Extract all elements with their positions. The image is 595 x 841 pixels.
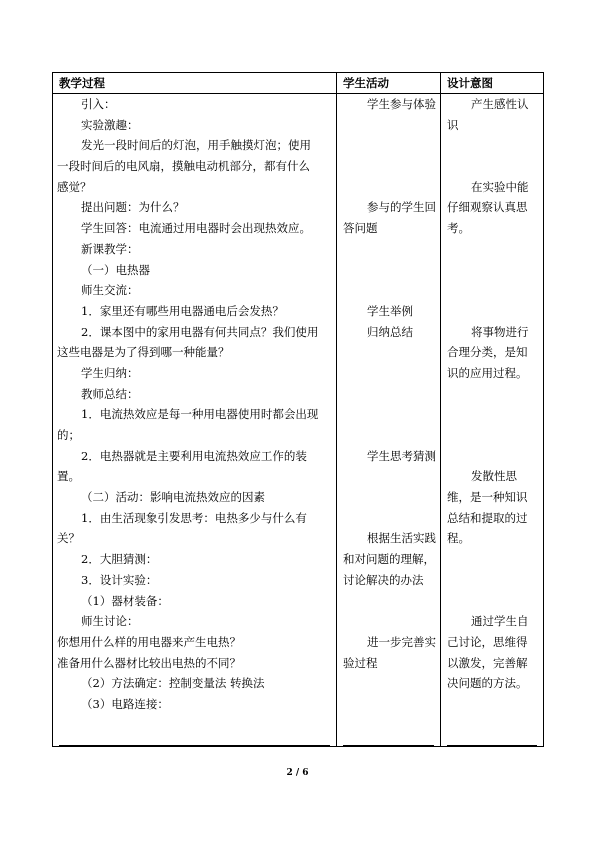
design-intent-line: 仔细观察认真思	[447, 200, 528, 215]
teaching-line: 3．设计实验：	[81, 572, 158, 587]
spacer-line	[441, 384, 543, 405]
spacer-line	[337, 239, 440, 260]
teaching-line: （一）电热器	[81, 262, 150, 277]
teaching-line: （2）方法确定：控制变量法 转换法	[81, 676, 265, 691]
teaching-line: 师生讨论：	[81, 614, 139, 629]
header-teaching-process: 教学过程	[53, 73, 337, 94]
teaching-line: 准备用什么器材比较出电热的不同？	[57, 655, 241, 670]
teaching-line: 学生归纳：	[81, 365, 139, 380]
student-activity-line: 和对问题的理解，	[343, 552, 435, 567]
student-activity-line: 参与的学生回	[367, 200, 436, 215]
spacer-line	[337, 611, 440, 632]
teaching-line: 置。	[57, 469, 80, 484]
spacer-line	[337, 135, 440, 156]
design-intent-line: 维，是一种知识	[447, 490, 528, 505]
spacer-line	[441, 260, 543, 281]
header-design-intent: 设计意图	[441, 73, 544, 94]
spacer-line	[441, 135, 543, 156]
student-activity-column	[337, 94, 440, 746]
teaching-line: 师生交流：	[81, 283, 139, 298]
design-intent-line: 识的应用过程。	[447, 365, 528, 380]
spacer-line	[337, 508, 440, 529]
spacer-line	[441, 591, 543, 612]
spacer-line	[337, 404, 440, 425]
spacer-line	[441, 156, 543, 177]
inner-divider	[59, 745, 330, 746]
design-intent-cell	[441, 94, 544, 747]
teaching-line: 1．由生活现象引发思考：电热多少与什么有	[81, 510, 307, 525]
inner-divider	[447, 745, 537, 746]
student-activity-cell	[337, 94, 441, 747]
design-intent-line: 总结和提取的过	[447, 510, 528, 525]
spacer-line	[337, 260, 440, 281]
design-intent-line: 识	[447, 117, 459, 132]
student-activity-line: 归纳总结	[367, 324, 413, 339]
design-intent-line: 决问题的方法。	[447, 676, 528, 691]
spacer-line	[337, 342, 440, 363]
spacer-line	[441, 301, 543, 322]
student-activity-line: 进一步完善实	[367, 634, 436, 649]
teaching-line: 关？	[57, 531, 80, 546]
teaching-line: 1．电流热效应是每一种用电器使用时都会出现	[81, 407, 319, 422]
design-intent-line: 己讨论，思维得	[447, 634, 528, 649]
lesson-plan-table	[52, 72, 544, 747]
design-intent-line: 考。	[447, 221, 470, 236]
table-body-row	[53, 94, 544, 747]
table-header-row	[53, 73, 544, 94]
teaching-line: 你想用什么样的用电器来产生电热？	[57, 634, 241, 649]
student-activity-line: 学生思考猜测	[367, 448, 436, 463]
teaching-line: （二）活动：影响电流热效应的因素	[81, 490, 265, 505]
design-intent-column	[441, 94, 543, 746]
student-activity-line: 学生参与体验	[367, 97, 436, 111]
spacer-line	[441, 570, 543, 591]
spacer-line	[441, 280, 543, 301]
student-activity-line: 验过程	[343, 655, 378, 670]
student-activity-line: 学生举例	[367, 303, 413, 318]
teaching-line: 2．大胆猜测：	[81, 552, 158, 567]
spacer-line	[337, 591, 440, 612]
spacer-line	[441, 549, 543, 570]
spacer-line	[441, 446, 543, 467]
teaching-line: （3）电路连接：	[81, 696, 169, 711]
header-student-activity: 学生活动	[337, 73, 441, 94]
design-intent-line: 以激发，完善解	[447, 655, 528, 670]
spacer-line	[441, 239, 543, 260]
teaching-line: 2．电热器就是主要利用电流热效应工作的装	[81, 448, 307, 463]
design-intent-line: 合理分类，是知	[447, 345, 528, 360]
teaching-line: 实验激趣：	[81, 117, 139, 132]
spacer-line	[337, 487, 440, 508]
teaching-line: 提出问题：为什么？	[81, 200, 185, 215]
spacer-line	[337, 280, 440, 301]
spacer-line	[441, 404, 543, 425]
design-intent-line: 发散性思	[471, 469, 517, 484]
design-intent-line: 程。	[447, 531, 470, 546]
student-activity-line: 讨论解决的办法	[343, 572, 424, 587]
spacer-line	[337, 384, 440, 405]
teaching-line: （1）器材装备：	[81, 593, 169, 608]
design-intent-line: 在实验中能	[471, 179, 529, 194]
spacer-line	[337, 425, 440, 446]
spacer-line	[441, 425, 543, 446]
teaching-line: 引入：	[81, 97, 116, 111]
student-activity-line: 根据生活实践	[367, 531, 436, 546]
teaching-line: 的；	[57, 428, 80, 442]
design-intent-line: 通过学生自	[471, 614, 529, 629]
inner-divider	[343, 745, 434, 746]
spacer-line	[337, 115, 440, 136]
teaching-line: 1．家里还有哪些用电器通电后会发热？	[81, 303, 284, 318]
spacer-line	[337, 177, 440, 198]
teaching-line: 2．课本图中的家用电器有何共同点？我们使用	[81, 324, 319, 339]
page-number: 2 / 6	[286, 768, 309, 778]
teaching-line: 新课教学：	[81, 241, 139, 256]
spacer-line	[337, 156, 440, 177]
design-intent-line: 将事物进行	[471, 324, 529, 339]
teaching-line: 感觉？	[57, 179, 92, 194]
teaching-process-column	[53, 94, 336, 746]
teaching-line: 学生回答：电流通过用电器时会出现热效应。	[81, 221, 311, 236]
spacer-line	[337, 466, 440, 487]
teaching-line: 发光一段时间后的灯泡，用手触摸灯泡；使用	[81, 138, 311, 153]
teaching-line: 教师总结：	[81, 386, 139, 401]
spacer-line	[337, 363, 440, 384]
design-intent-line: 产生感性认	[471, 97, 529, 111]
teaching-process-cell	[53, 94, 337, 747]
teaching-line: 这些电器是为了得到哪一种能量？	[57, 345, 230, 360]
student-activity-line: 答问题	[343, 221, 378, 236]
teaching-line: 一段时间后的电风扇，摸触电动机部分，都有什么	[57, 159, 310, 174]
